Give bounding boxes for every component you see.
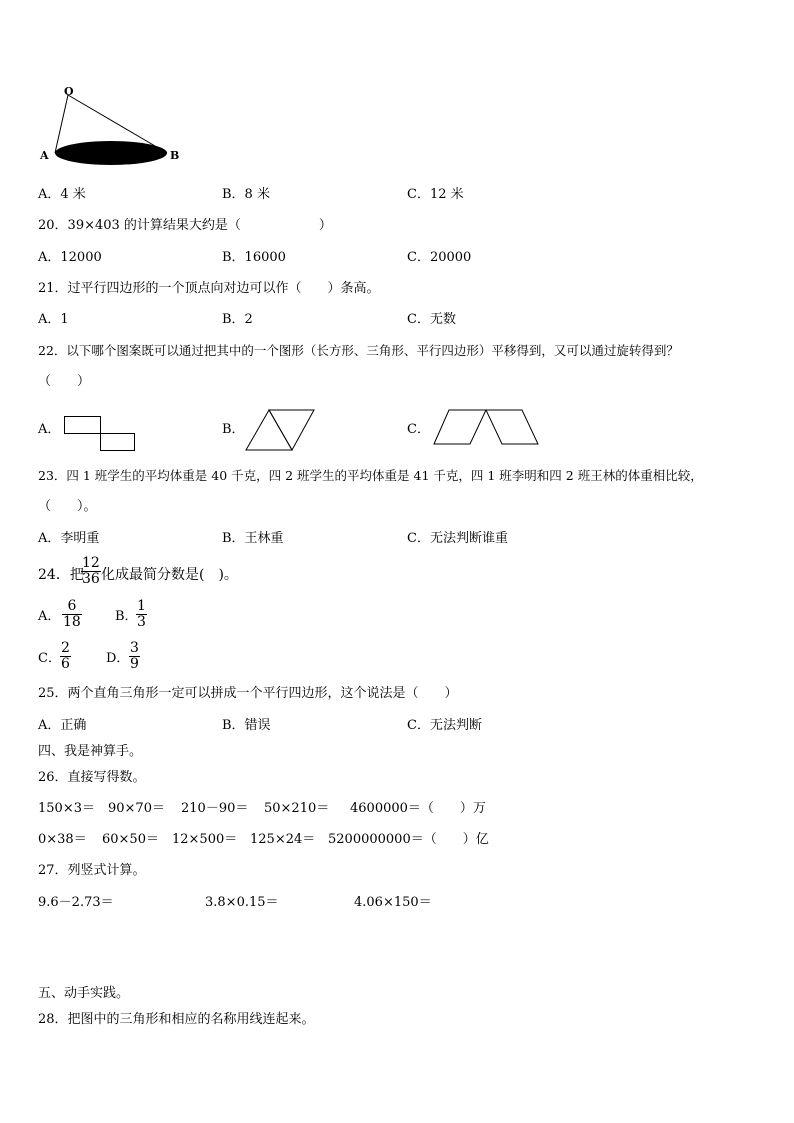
q24-option-d-label[interactable]: D． bbox=[106, 651, 130, 666]
q20-option-b[interactable]: B．16000 bbox=[222, 250, 286, 265]
q26-row1-item4[interactable]: 50×210＝ bbox=[264, 801, 330, 816]
q22-paren: （ ） bbox=[38, 374, 91, 389]
q27-item3[interactable]: 4.06×150＝ bbox=[354, 895, 432, 910]
parallelogram-left bbox=[434, 410, 486, 444]
q28-stem: 28．把图中的三角形和相应的名称用线连起来。 bbox=[38, 1012, 315, 1027]
q24-option-a-den: 18 bbox=[63, 614, 81, 630]
q24-option-a-num: 6 bbox=[62, 599, 82, 615]
q19-option-c[interactable]: C．12 米 bbox=[407, 187, 464, 202]
q19-option-a[interactable]: A．4 米 bbox=[38, 187, 86, 202]
cone-figure bbox=[40, 82, 190, 172]
q23-paren: （ ）。 bbox=[38, 499, 97, 514]
q23-stem: 23．四 1 班学生的平均体重是 40 千克，四 2 班学生的平均体重是 41 千克，四 1 班李明和四 2 班王林的体重相比较， bbox=[38, 468, 703, 483]
q22-figure-a bbox=[64, 415, 139, 455]
q24-option-d-den: 9 bbox=[130, 656, 139, 672]
q24-fraction-den: 36 bbox=[82, 571, 100, 587]
q20-stem: 20．39×403 的计算结果大约是（ ） bbox=[38, 218, 332, 233]
q25-option-b[interactable]: B．错误 bbox=[222, 718, 271, 733]
q24-option-a-fraction bbox=[62, 599, 82, 630]
q25-option-c[interactable]: C．无法判断 bbox=[407, 718, 482, 733]
q22-label-c[interactable]: C． bbox=[407, 422, 430, 437]
q22-figure-b bbox=[245, 408, 317, 452]
cone-label-b: B bbox=[170, 149, 180, 162]
q26-row2-item5[interactable]: 5200000000＝（ ）亿 bbox=[328, 832, 489, 847]
q24-option-c-num: 2 bbox=[61, 640, 70, 656]
q24-option-c-label[interactable]: C． bbox=[38, 651, 61, 666]
q27-stem: 27．列竖式计算。 bbox=[38, 863, 146, 878]
cone-label-o: O bbox=[64, 85, 74, 98]
q23-option-a[interactable]: A．李明重 bbox=[38, 531, 100, 546]
q24-option-d-fraction bbox=[129, 641, 140, 672]
q26-row1-item3[interactable]: 210－90＝ bbox=[181, 801, 249, 816]
rect-left bbox=[65, 417, 101, 434]
q21-option-a[interactable]: A．1 bbox=[38, 312, 69, 327]
q24-option-d-num: 3 bbox=[130, 640, 139, 656]
q24-fraction bbox=[81, 556, 101, 587]
cone-label-a: A bbox=[40, 149, 49, 162]
parallelogram-right bbox=[486, 410, 538, 444]
q23-option-c[interactable]: C．无法判断谁重 bbox=[407, 531, 508, 546]
q24-option-c-den: 6 bbox=[61, 656, 70, 672]
q24-option-b-num: 1 bbox=[137, 598, 146, 614]
q20-option-a[interactable]: A．12000 bbox=[38, 250, 102, 265]
triangle-left bbox=[246, 410, 292, 450]
q21-option-b[interactable]: B．2 bbox=[222, 312, 253, 327]
q26-row2-item4[interactable]: 125×24＝ bbox=[250, 832, 316, 847]
q24-suffix: 化成最简分数是( )。 bbox=[101, 567, 238, 583]
q26-stem: 26．直接写得数。 bbox=[38, 770, 146, 785]
q24-option-a-label[interactable]: A． bbox=[38, 609, 61, 624]
q25-option-a[interactable]: A．正确 bbox=[38, 718, 87, 733]
q24-option-b-den: 3 bbox=[137, 614, 146, 630]
q22-label-a[interactable]: A． bbox=[38, 422, 61, 437]
q24-option-b-fraction bbox=[136, 599, 147, 630]
q26-row2-item2[interactable]: 60×50＝ bbox=[102, 832, 159, 847]
cone-edge-left bbox=[55, 95, 68, 153]
q26-row2-item3[interactable]: 12×500＝ bbox=[172, 832, 238, 847]
q21-stem: 21．过平行四边形的一个顶点向对边可以作（ ）条高。 bbox=[38, 281, 380, 296]
q24-prefix: 24．把 bbox=[38, 567, 84, 583]
q23-option-b[interactable]: B．王林重 bbox=[222, 531, 284, 546]
q22-stem: 22．以下哪个图案既可以通过把其中的一个图形（长方形、三角形、平行四边形）平移得到，又可以通过旋转得到？ bbox=[38, 343, 679, 358]
q22-figure-c bbox=[433, 408, 543, 448]
q26-row1-item2[interactable]: 90×70＝ bbox=[108, 801, 165, 816]
section-5-heading: 五、动手实践。 bbox=[38, 986, 130, 1001]
q24-fraction-num: 12 bbox=[82, 555, 100, 571]
q20-option-c[interactable]: C．20000 bbox=[407, 250, 472, 265]
q24-option-b-label[interactable]: B． bbox=[115, 609, 138, 624]
q22-label-b[interactable]: B． bbox=[222, 422, 245, 437]
q27-item1[interactable]: 9.6－2.73＝ bbox=[38, 895, 114, 910]
q26-row1-item1[interactable]: 150×3＝ bbox=[38, 801, 95, 816]
q24-option-c-fraction bbox=[60, 641, 71, 672]
cone-base bbox=[55, 141, 167, 165]
section-4-heading: 四、我是神算手。 bbox=[38, 744, 143, 759]
q21-option-c[interactable]: C．无数 bbox=[407, 312, 456, 327]
triangle-right bbox=[269, 410, 314, 450]
q19-option-b[interactable]: B．8 米 bbox=[222, 187, 270, 202]
q27-item2[interactable]: 3.8×0.15＝ bbox=[205, 895, 279, 910]
q26-row2-item1[interactable]: 0×38＝ bbox=[38, 832, 87, 847]
q25-stem: 25．两个直角三角形一定可以拼成一个平行四边形，这个说法是（ ） bbox=[38, 686, 458, 701]
q26-row1-item5[interactable]: 4600000＝（ ）万 bbox=[350, 801, 486, 816]
rect-right bbox=[101, 434, 135, 451]
